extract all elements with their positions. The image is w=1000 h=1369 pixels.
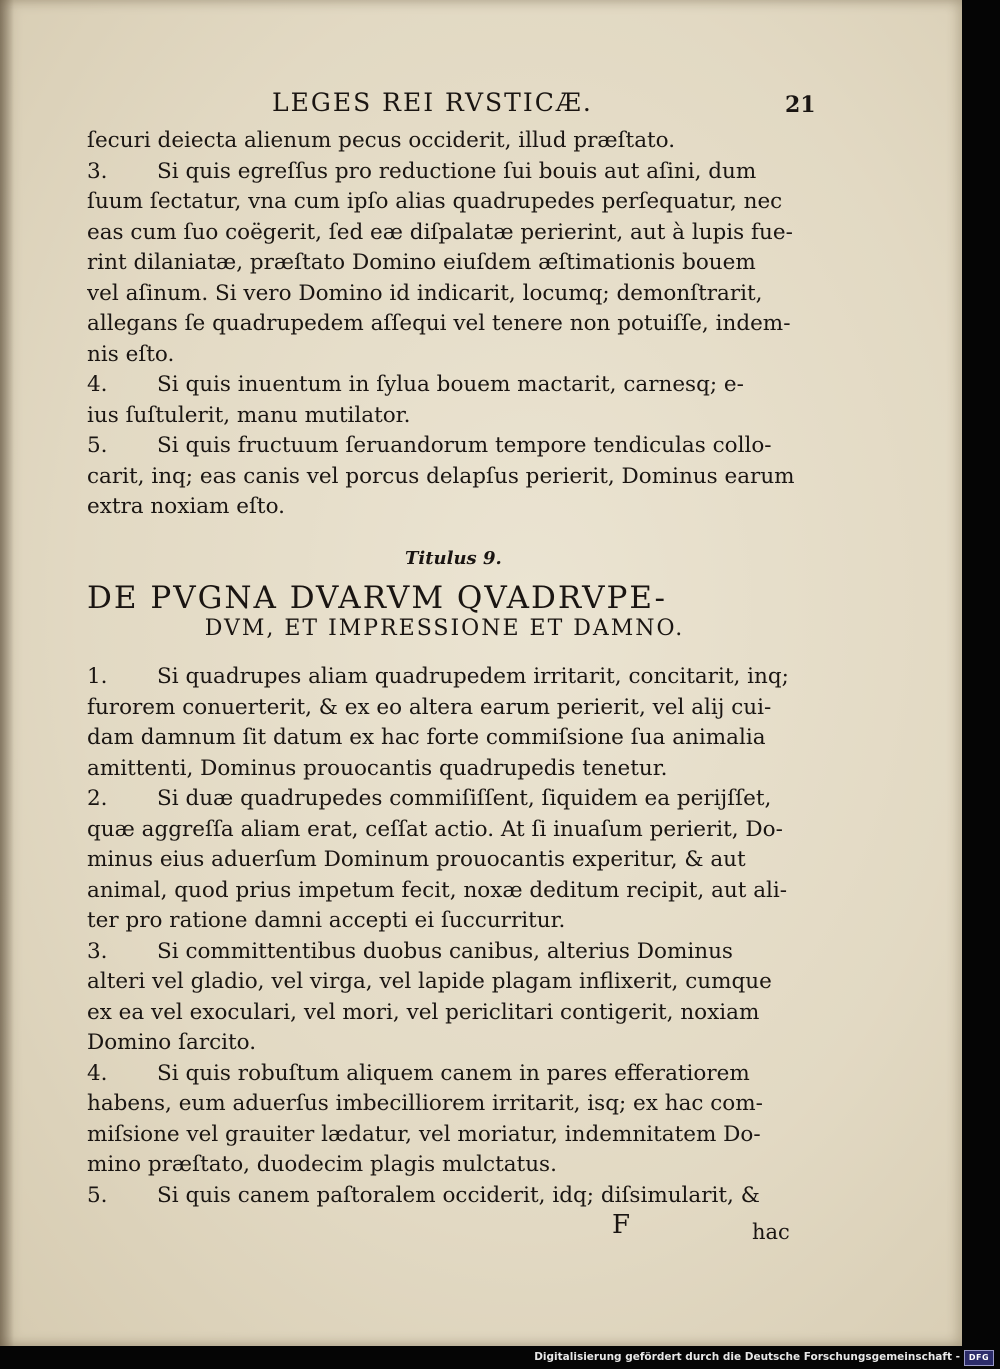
line-text: Si quis fructuum ſeruandorum tempore tendiculas collo- [157, 433, 772, 458]
line-text: rint dilaniatæ, præſtato Domino eiuſdem æſtimationis bouem [87, 250, 756, 275]
signature-mark: F [612, 1210, 631, 1240]
text-line [87, 462, 802, 492]
line-text: animal, quod prius impetum fecit, noxæ deditum recipit, aut ali- [87, 877, 788, 903]
text-line [87, 1120, 802, 1150]
line-text: carit, inq; eas canis vel porcus delapſus perierit, Dominus earum [87, 463, 795, 489]
title-label: Titulus 9. [405, 548, 502, 569]
line-text: vel aſinum. Si vero Domino id indicarit, locumq; demonſtrarit, [87, 280, 763, 306]
line-text: Si quadrupes aliam quadrupedem irritarit, concitarit, inq; [157, 664, 789, 689]
dfg-logo-icon: DFG [964, 1350, 994, 1366]
line-text: Si quis egreſſus pro reductione ſui bouis aut aſini, dum [157, 158, 757, 184]
line-text: ſuum ſectatur, vna cum ipſo alias quadrupedes perſequatur, nec [87, 189, 783, 214]
text-line [87, 937, 802, 967]
text-line [87, 1028, 802, 1058]
text-line [87, 723, 802, 753]
line-text: mino præſtato, duodecim plagis mulctatus. [87, 1152, 557, 1177]
text-line [87, 309, 802, 339]
paragraph-number: 2. [87, 786, 108, 811]
line-text: extra noxiam eſto. [87, 494, 285, 519]
text-line [87, 1089, 802, 1119]
line-text: ſecuri deiecta alienum pecus occiderit, illud præſtato. [87, 128, 676, 153]
running-head: LEGES REI RVSTICÆ. [272, 88, 593, 117]
footer-credit: Digitalisierung gefördert durch die Deutsche Forschungsgemeinschaft - [534, 1351, 960, 1363]
text-line [87, 401, 802, 431]
text-line [87, 815, 802, 845]
line-text: habens, eum aduerſus imbecilliorem irritarit, isq; ex hac com- [87, 1091, 763, 1116]
line-text: Si committentibus duobus canibus, alterius Dominus [157, 938, 733, 964]
catchword: hac [752, 1220, 790, 1244]
line-text: amittenti, Dominus prouocantis quadrupedis tenetur. [87, 755, 668, 781]
line-text: Si quis canem paſtoralem occiderit, idq; diſsimularit, & [157, 1182, 760, 1208]
line-text: alteri vel gladio, vel virga, vel lapide plagam inflixerit, cumque [87, 969, 772, 994]
paragraph-number: 1. [87, 664, 108, 689]
text-line [87, 1059, 802, 1089]
text-line [87, 1181, 802, 1211]
line-text: dam damnum ſit datum ex hac forte commiſsione ſua animalia [87, 725, 766, 750]
section-heading-line-2: DVM, ET IMPRESSIONE ET DAMNO. [204, 616, 685, 641]
page-number: 21 [785, 92, 816, 118]
paragraph-number: 3. [87, 938, 108, 964]
line-text: ter pro ratione damni accepti ei ſuccurritur. [87, 908, 566, 933]
text-line [87, 126, 802, 156]
text-line [87, 876, 802, 906]
text-line [87, 187, 802, 217]
line-text: nis eſto. [87, 341, 175, 367]
paragraph-number: 4. [87, 1060, 108, 1086]
line-text: Si quis inuentum in ſylua bouem mactarit, carnesq; e- [157, 372, 744, 397]
paragraph-number: 5. [87, 1182, 108, 1208]
paragraph-number: 5. [87, 433, 108, 458]
line-text: minus eius aduerſum Dominum prouocantis experitur, & aut [87, 847, 746, 872]
text-line [87, 784, 802, 814]
paragraph-number: 3. [87, 158, 108, 184]
line-text: eas cum ſuo coëgerit, ſed eæ diſpalatæ perierint, aut à lupis fue- [87, 219, 793, 245]
line-text: Si duæ quadrupedes commiſiſſent, ſiquidem ea perijſſet, [157, 786, 772, 811]
text-line [87, 157, 802, 187]
line-text: Si quis robuſtum aliquem canem in pares efferatiorem [157, 1060, 750, 1086]
text-line [87, 967, 802, 997]
text-line [87, 218, 802, 248]
text-line [87, 340, 802, 370]
text-line [87, 1150, 802, 1180]
line-text: furorem conuerterit, & ex eo altera earum perierit, vel alij cui- [87, 694, 772, 720]
text-line [87, 370, 802, 400]
line-text: quæ aggreſſa aliam erat, ceſſat actio. At ſi inuaſum perierit, Do- [87, 816, 783, 842]
text-line [87, 492, 802, 522]
line-text: ex ea vel exoculari, vel mori, vel periclitari contigerit, noxiam [87, 999, 760, 1025]
section-heading-line-1: DE PVGNA DVARVM QVADRVPE- [87, 580, 668, 616]
text-line [87, 845, 802, 875]
line-text: Domino ſarcito. [87, 1030, 257, 1055]
page-gutter-shadow [0, 0, 14, 1346]
text-line [87, 431, 802, 461]
text-line [87, 693, 802, 723]
line-text: miſsione vel grauiter lædatur, vel moriatur, indemnitatem Do- [87, 1121, 761, 1147]
text-line [87, 998, 802, 1028]
text-line [87, 906, 802, 936]
paragraph-number: 4. [87, 372, 108, 397]
line-text: ius ſuſtulerit, manu mutilator. [87, 402, 411, 428]
text-line [87, 754, 802, 784]
text-line [87, 279, 802, 309]
text-line [87, 248, 802, 278]
text-line [87, 662, 802, 692]
line-text: allegans ſe quadrupedem aſſequi vel tenere non potuiſſe, indem- [87, 311, 791, 336]
